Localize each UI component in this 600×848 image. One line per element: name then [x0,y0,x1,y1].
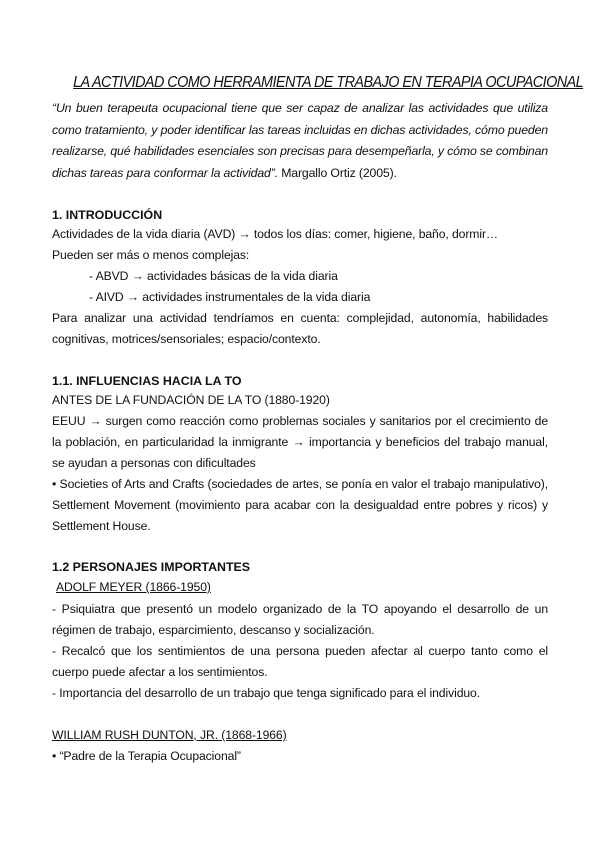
section-heading-influencias: 1.1. INFLUENCIAS HACIA LA TO [52,374,242,388]
list-item-aivd: - AIVD → actividades instrumentales de la vida diaria [89,290,371,304]
bullet-societies: • Societies of Arts and Crafts (sociedades de artes, se ponía en valor el trabajo manipulativo), Settlement Movement (movimiento para acabar con la desigualdad entre pobres y ricos) y Settlement House. [52,477,548,533]
section-heading-introduccion: 1. INTRODUCCIÓN [52,208,163,222]
person-name-dunton: WILLIAM RUSH DUNTON, JR. (1868-1966) [52,728,287,742]
list-item-abvd: - ABVD → actividades básicas de la vida diaria [89,269,338,283]
subheading-antes-fundacion: ANTES DE LA FUNDACIÓN DE LA TO (1880-1920) [52,393,330,407]
document-title: LA ACTIVIDAD COMO HERRAMIENTA DE TRABAJO EN TERAPIA OCUPACIONAL [73,74,584,91]
person-name-meyer: ADOLF MEYER (1866-1950) [56,580,211,594]
quote-text: “Un buen terapeuta ocupacional tiene que ser capaz de analizar las actividades que utiliza como tratamiento, y poder identificar las tareas incluidas en dichas actividades, cómo pueden realizarse, qué habilidades esenciales son precisas para desempeñarla, y cómo se combinan dichas tareas para conformar la actividad”. [52,101,548,180]
opening-quote [52,98,548,184]
section-heading-personajes: 1.2 PERSONAJES IMPORTANTES [52,560,251,574]
dunton-point-1: • “Padre de la Terapia Ocupacional” [52,749,241,763]
meyer-point-2: - Recalcó que los sentimientos de una persona pueden afectar al cuerpo tanto como el cuerpo puede afectar a los sentimientos. [52,644,548,679]
paragraph-eeuu: EEUU → surgen como reacción como problemas sociales y sanitarios por el crecimiento de la población, en particularidad la inmigrante → importancia y beneficios del trabajo manual, se ayudan a personas con dificultades [52,414,548,470]
intro-line-avd: Actividades de la vida diaria (AVD) → todos los días: comer, higiene, baño, dormir… [52,227,499,241]
meyer-point-1: - Psiquiatra que presentó un modelo organizado de la TO apoyando el desarrollo de un régimen de trabajo, esparcimiento, descanso y socialización. [52,602,548,637]
quote-author: Margallo Ortiz (2005). [277,165,397,180]
intro-line-complejas: Pueden ser más o menos complejas: [52,248,250,262]
meyer-point-3: - Importancia del desarrollo de un trabajo que tenga significado para el individuo. [52,686,481,700]
intro-paragraph-analisis: Para analizar una actividad tendríamos en cuenta: complejidad, autonomía, habilidades cognitivas, motrices/sensoriales; espacio/contexto. [52,311,548,346]
